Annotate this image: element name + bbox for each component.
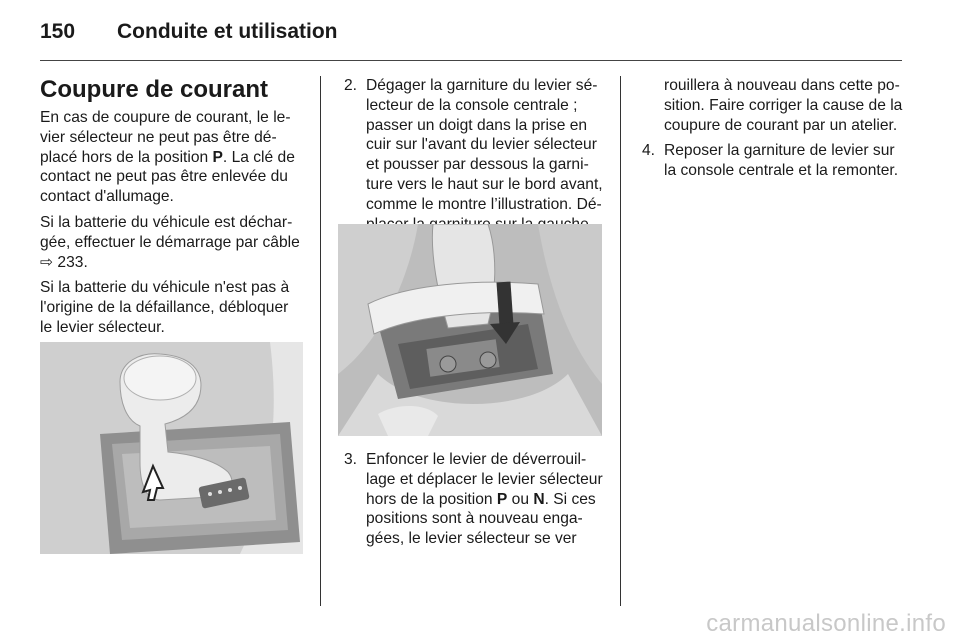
column-divider-2 (620, 76, 621, 606)
column-2-lower (344, 450, 604, 555)
page-number: 150 (40, 20, 76, 43)
list-item-text: Reposer la garniture de levier sur la console centrale et la remonter. (664, 142, 899, 180)
column-1 (40, 76, 304, 370)
list-item-number: 3. (344, 451, 358, 468)
paragraph-1: En cas de coupure de courant, le levier sélecteur ne peut pas être déplacé hors de la position P. La clé de contact ne peut pas être enlevée du contact d'allumage. (40, 109, 295, 206)
list-item-text: Enfoncer le levier de déverrouillage et déplacer le levier sélecteur hors de la position P ou N. Si ces positions sont à nouveau engagées, le levier sélecteur se ver (366, 451, 603, 548)
header-rule (40, 60, 902, 61)
figure-trim-removal (338, 224, 602, 436)
list-item-continuation: rouillera à nouveau dans cette position. Faire corriger la cause de la coupure de courant par un atelier. (664, 77, 903, 134)
list-item (344, 76, 604, 234)
page-header (0, 0, 960, 60)
list-item (344, 450, 604, 549)
column-divider-1 (320, 76, 321, 606)
section-title: Coupure de courant (40, 76, 269, 103)
list-item-number: 2. (344, 77, 358, 94)
column-3 (642, 76, 904, 187)
column-2 (344, 76, 604, 240)
watermark: carmanualsonline.info (706, 610, 946, 637)
paragraph-3: Si la batterie du véhicule n'est pas à l'origine de la défaillance, débloquer le levier sélecteur. (40, 279, 290, 336)
chapter-title: Conduite et utilisation (117, 20, 338, 43)
list-item-text: Dégager la garniture du levier sélecteur de la console centrale ; passer un doigt dans la prise en cuir sur l'avant du levier sélecteur et pousser par dessous la garniture vers le haut sur le bord avant, comme le montre l’illustration. Dé (366, 77, 603, 213)
figure-gear-lever (40, 342, 303, 554)
list-item-number: 4. (642, 142, 656, 160)
page-reference-arrow-icon: ⇨ (40, 253, 54, 271)
paragraph-2: Si la batterie du véhicule est déchargée, effectuer le démarrage par câble ⇨ 233. (40, 213, 300, 271)
page-reference[interactable]: 233. (57, 253, 88, 271)
list-item (642, 141, 904, 181)
